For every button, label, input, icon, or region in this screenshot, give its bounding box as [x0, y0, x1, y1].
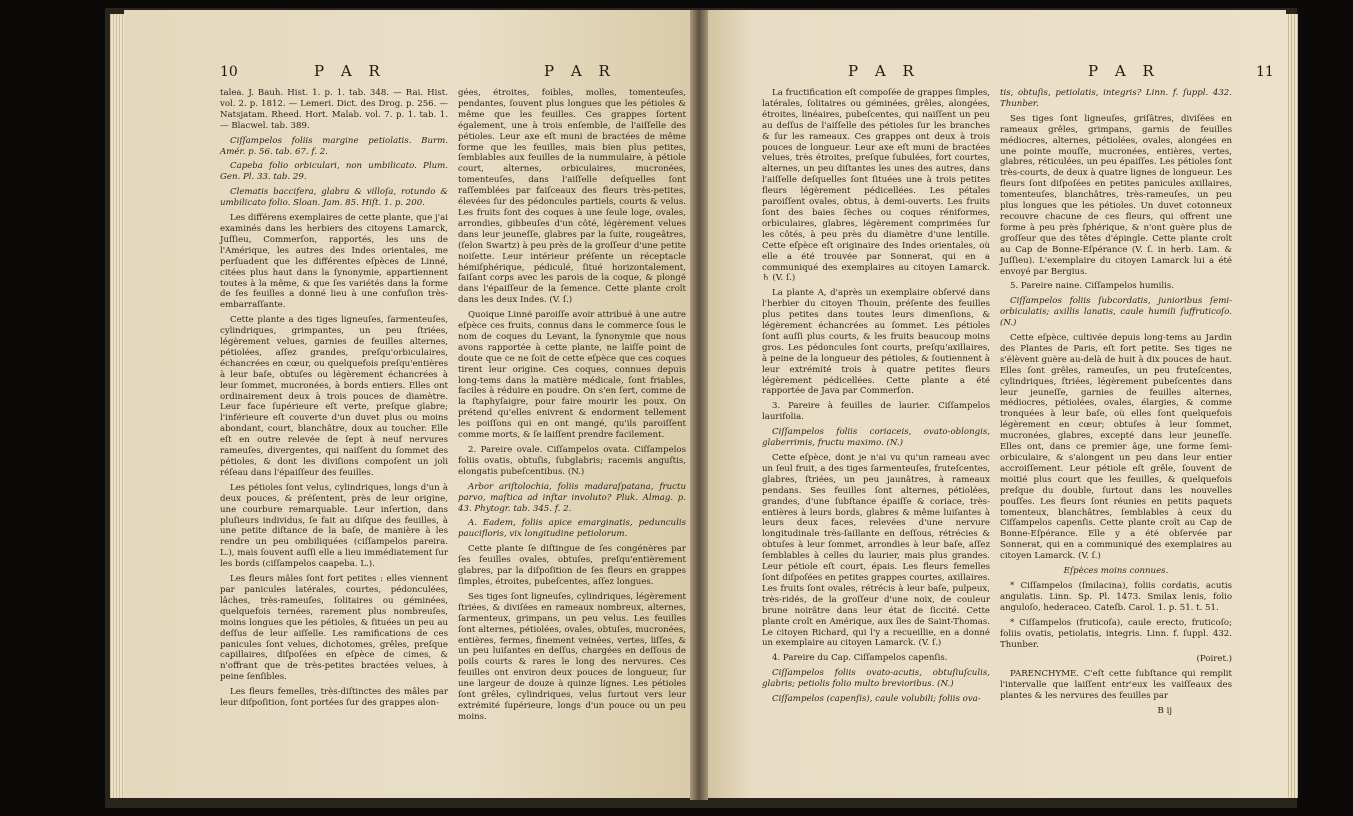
- paragraph: La fructification eſt compoſée de grappes ſimples, latérales, ſolitaires ou géminées, grêles, alongées, étroites, linéaires, pubeſcentes, qui naiſſent un peu au deſſus de l'aiſſelle des pétioles ſur les branches & ſur les rameaux. Ces grappes ont deux à trois pouces de longueur. Leur axe eſt muni de bractées velues, très étroites, preſque ſubulées, fort courtes, alternes, un peu diſtantes les unes des autres, dans l'aiſſelle deſquelles ſont ſituées une à trois petites fleurs légèrement pédicellées. Les pétales paroiſſent ovales, obtus, à demi-ouverts. Les fruits ſont des baies ſèches ou coques réniformes, orbiculaires, glabres, légèrement comprimées ſur les côtés, à peu près du diamètre d'une lentille. Cette eſpèce eſt originaire des Indes orientales, où elle a été trouvée par Sonnerat, qui en a communiqué des exemplaires au citoyen Lamarck. ♄ (V. ſ.): [762, 88, 990, 284]
- running-header-left: P A R: [314, 62, 386, 80]
- page-number-right: 11: [1256, 64, 1274, 80]
- book-gutter: [690, 10, 708, 800]
- paragraph: Cette eſpèce, cultivée depuis long-tems au Jardin des Plantes de Paris, eſt fort petite. Ses tiges ne s'élèvent guère au-delà de huit à dix pouces de haut. Elles ſont grêles, rameuſes, un peu fruteſcentes, cylindriques, ſtriées, légèrement pubeſcentes dans leur jeuneſſe, garnies de feuilles alternes, médiocres, pétiolées, ovales, élargies, & comme tronquées à leur baſe, où elles ſont quelquefois légèrement en cœur; obtuſes à leur ſommet, mucronées, glabres, excepté dans leur jeuneſſe. Elles ont, dans ce premier âge, une forme ſemi-orbiculaire, & s'alongent un peu dans leur entier accroiſſement. Leur pétiole eſt grêle, ſouvent de moitié plus court que les feuilles, & quelquefois preſque du double, ſurtout dans les nouvelles pouſſes. Les fleurs ſont réunies en petits paquets tomenteux, blanchâtres, ſemblables à ceux du Ciſſampelos capenſis. Cette plante croît au Cap de Bonne-Eſpérance. Elle y a été obſervée par Sonnerat, qui en a communiqué des exemplaires au citoyen Lamarck. (V. ſ.): [1000, 333, 1232, 562]
- paragraph: Ses tiges ſont ligneuſes, cylindriques, légèrement ſtriées, & diviſées en rameaux nombreux, alternes, ſarmenteux, grimpans, un peu velus. Les feuilles ſont alternes, pétiolées, ovales, obtuſes, mucronées, entières, fermes, finement veinées, vertes, liſſes, & un peu luiſantes en deſſus, chargées en deſſous de poils courts & rares le long des nervures. Ces feuilles ont environ deux pouces de longueur, ſur une largeur de douze à quinze lignes. Les pétioles ſont grêles, cylindriques, velus ſurtout vers leur extrémité ſupérieure, longs d'un pouce ou un peu moins.: [458, 591, 686, 722]
- paragraph: Cette plante a des tiges ligneuſes, ſarmenteuſes, cylindriques, grimpantes, un peu ſtriées, légèrement velues, garnies de feuilles alternes, pétiolées, aſſez grandes, preſqu'orbiculaires, échancrées en cœur, ou quelquefois preſqu'entières à leur baſe, obtuſes ou légèrement échancrées à leur ſommet, mucronées, à bords entiers. Elles ont ordinairement deux à trois pouces de diamètre. Leur face ſupérieure eſt verte, preſque glabre; l'inférieure eſt couverte d'un duvet plus ou moins abondant, court, blanchâtre, doux au toucher. Elle eſt en outre relevée de ſept à neuf nervures rameuſes, divergentes, qui naiſſent du ſommet des pétioles, & dont les diviſions compoſent un joli réſeau dans l'épaiſſeur des feuilles.: [220, 315, 448, 478]
- author-signature: (Poiret.): [1196, 654, 1232, 665]
- citation: tis, obtuſis, petiolatis, integris? Linn. f. ſuppl. 432. Thunber.: [1000, 88, 1232, 109]
- left-page: [124, 10, 690, 798]
- running-header-right: P A R: [1088, 62, 1160, 80]
- paragraph: La plante A, d'après un exemplaire obſervé dans l'herbier du citoyen Thouin, préſente des feuilles plus petites dans toutes leurs dimenſions, & légèrement échancrées au ſommet. Les pétioles ſont auſſi plus courts, & les fruits beaucoup moins gros. Les pédoncules ſont courts, preſqu'axillaires, à peine de la longueur des pétioles, & ſoutiennent à leur extrémité trois à quatre petites fleurs légèrement pédicellées. Cette plante a été rapportée de Java par Commerſon.: [762, 288, 990, 397]
- citation: * Ciſſampelos (fruticoſa), caule erecto, fruticoſo; foliis ovatis, petiolatis, integris. Linn. f. ſuppl. 432. Thunber.: [1000, 617, 1232, 650]
- paragraph: PARENCHYME. C'eſt cette ſubſtance qui remplit l'intervalle que laiſſent entr'eux les vaiſſeaux des plantes & les nervures des feuilles par: [1000, 669, 1232, 702]
- citation: Ciſſampelos foliis margine petiolatis. Burm. Amér. p. 56. tab. 67. f. 2.: [220, 135, 448, 157]
- running-header-right-col3: P A R: [848, 62, 920, 80]
- citation: Ciſſampelos (capenſis), caule volubili; foliis ova-: [772, 694, 981, 705]
- paragraph: Les fleurs femelles, très-diſtinctes des mâles par leur diſpoſition, ſont portées ſur des grappes alon-: [220, 687, 448, 709]
- citation: Ciſſampelos foliis ovato-acutis, obtuſiuſculis, glabris; petiolis folio multo brevioribus. (N.): [762, 668, 990, 690]
- column-1: [220, 88, 448, 713]
- paragraph: Ses tiges ſont ligneuſes, griſâtres, diviſées en rameaux grêles, grimpans, garnis de feuilles médiocres, alternes, pétiolées, ovales, alongées en une pointe mouſſe, mucronées, entières, vertes, glabres, réticulées, un peu épaiſſes. Les pétioles ſont très-courts, de deux à quatre lignes de longueur. Les fleurs ſont diſpoſées en petites panicules axillaires, tomenteuſes, blanchâtres, très-rameuſes, un peu plus longues que les pétioles. Un duvet cotonneux recouvre chacune de ces fleurs, qui offrent une forme à peu près ſphérique, & n'ont guère plus de groſſeur que des têtes d'épingle. Cette plante croît au Cap de Bonne-Eſpérance (V. ſ. in herb. Lam. & Juſſieu). L'exemplaire du citoyen Lamarck lui a été envoyé par Bergius.: [1000, 113, 1232, 277]
- paragraph: talea. J. Bauh. Hist. 1. p. 1. tab. 348. — Rai. Hist. vol. 2. p. 1812. — Lemeri. Dict. des Drog. p. 256. — Natsjatam. Rheed. Hort. Malab. vol. 7. p. 1. tab. 1. — Blacwel. tab. 389.: [220, 88, 448, 131]
- citation: * Ciſſampelos (ſmilacina), foliis cordatis, acutis angulatis. Linn. Sp. Pl. 1473. Smilax lenis, folio anguloſo, hederaceo. Cateſb. Carol. 1. p. 51. t. 51.: [1000, 580, 1232, 613]
- column-2: [458, 88, 686, 727]
- citation: Capeba folio orbiculari, non umbilicato. Plum. Gen. Pl. 33. tab. 29.: [220, 161, 448, 183]
- paragraph: Les fleurs mâles ſont fort petites : elles viennent par panicules latérales, courtes, pédonculées, lâches, très-rameuſes, ſolitaires ou géminées, quelquefois ternées, rarement plus nombreuſes, moins longues que les pétioles, & ſituées un peu au deſſus de leur aiſſelle. Les ramifications de ces panicules ſont velues, dichotomes, grêles, preſque capillaires, diſpoſées en eſpèce de cimes, & n'offrant que de très-petites bractées velues, à peine ſenſibles.: [220, 574, 448, 683]
- species-heading: 4. Pareire du Cap. Ciſſampelos capenſis.: [772, 653, 948, 664]
- page-number-left: 10: [220, 64, 238, 80]
- citation: A. Eadem, foliis apice emarginatis, pedunculis paucifloris, vix longitudine petiolorum.: [458, 518, 686, 540]
- paragraph: Cette plante ſe diſtingue de ſes congénères par ſes feuilles ovales, obtuſes, preſqu'entièrement glabres, par la diſpoſition de ſes fleurs en grappes ſimples, étroites, pubeſcentes, aſſez longues.: [458, 544, 686, 587]
- right-page-edges: [1286, 14, 1298, 798]
- paragraph: Les pétioles ſont velus, cylindriques, longs d'un à deux pouces, & préſentent, près de leur origine, une courbure remarquable. Leur inſertion, dans pluſieurs individus, ſe fait au diſque des feuilles, à une petite diſtance de la baſe, de manière à les rendre un peu ombiliquées (ciſſampelos pareira. L.), mais ſouvent auſſi elle a lieu immédiatement ſur les bords (ciſſampelos caapeba. L.).: [220, 482, 448, 570]
- citation: Arbor ariſtolochia, foliis madaraſpatana, fructu parvo, maſtica ad inſtar involuto? Pluk. Almag. p. 43. Phytogr. tab. 345. f. 2.: [458, 481, 686, 514]
- species-heading: 2. Pareire ovale. Ciſſampelos ovata. Ciſſampelos foliis ovatis, obtuſis, ſubglabris; racemis anguſtis, elongatis pubeſcentibus. (N.): [458, 445, 686, 477]
- paragraph: Les différens exemplaires de cette plante, que j'ai examinés dans les herbiers des citoyens Lamarck, Juſſieu, Commerſon, rapportés, les uns de l'Amérique, les autres des Indes orientales, me perſuadent que les différentes eſpèces de Linné, citées plus haut dans la ſynonymie, appartiennent toutes à la même, & que ſes variétés dans la forme de ſes feuilles a donné lieu à une confuſion très-embarraſſante.: [220, 213, 448, 311]
- paragraph: Cette eſpèce, dont je n'ai vu qu'un rameau avec un ſeul fruit, a des tiges ſarmenteuſes, fruteſcentes, glabres, ſtriées, un peu jaunâtres, à rameaux pendans. Ses feuilles ſont alternes, pétiolées, grandes, d'une ſubſtance épaiſſe & coriace, très-entières à leurs bords, glabres & même luiſantes à leurs deux faces, relevées d'une nervure longitudinale très-ſaillante en deſſous, rétrécies & obtuſes à leur ſommet, arrondies à leur baſe, aſſez ſemblables à celles du laurier, mais plus grandes. Leur pétiole eſt court, épais. Les fleurs femelles ſont diſpoſées en petites grappes courtes, axillaires. Les fruits ſont ovales, rétrécis à leur baſe, pulpeux, très-ridés, de la groſſeur d'une noix, de couleur brune noirâtre dans leur état de ſiccité. Cette plante croît en Amérique, aux îles de Saint-Thomas. Le citoyen Richard, qui l'y a recueillie, en a donné un exemplaire au citoyen Lamarck. (V. ſ.): [762, 453, 990, 649]
- signature-mark: B ij: [1157, 706, 1172, 717]
- left-page-edges: [110, 14, 124, 798]
- column-3: [762, 88, 990, 709]
- column-4: [1000, 88, 1232, 721]
- right-page: [708, 10, 1286, 798]
- species-heading: 3. Pareire à feuilles de laurier. Ciſſampelos laurifolia.: [762, 401, 990, 423]
- running-header-left-col2: P A R: [544, 62, 616, 80]
- citation: Ciſſampelos foliis coriaceis, ovato-oblongis, glaberrimis, fructu maximo. (N.): [762, 427, 990, 449]
- paragraph: Quoique Linné paroiſſe avoir attribué à une autre eſpèce ces fruits, connus dans le commerce ſous le nom de coques du Levant, la ſynonymie que nous avons rapportée à cette plante, ne laiſſe point de doute que ce ne ſoit de cette eſpèce que ces coques tirent leur origine. Ces coques, connues depuis long-tems dans la matière médicale, ſont friables, faciles à réduire en poudre. On s'en ſert, comme de la ſtaphyſaigre, pour faire mourir les poux. On prétend qu'elles enivrent & endorment tellement les poiſſons qui en ont mangé, qu'ils paroiſſent comme morts, & ſe laiſſent prendre facilement.: [458, 310, 686, 441]
- section-heading: Eſpèces moins connues.: [1063, 566, 1169, 577]
- paragraph: gées, étroites, foibles, molles, tomenteuſes, pendantes, ſouvent plus longues que les pétioles & même que les feuilles. Ces grappes ſortent également, une à trois enſemble, de l'aiſſelle des pétioles. Leur axe eſt muni de bractées de même forme que les feuilles, mais bien plus petites, ſemblables aux feuilles de la nummulaire, à pétiole court, alternes, orbiculaires, mucronées, tomenteuſes, dans l'aiſſelle deſquelles ſont raſſemblées par faiſceaux des fleurs très-petites, élevées ſur des pédoncules partiels, courts & velus. Les fruits ſont des coques à une ſeule loge, ovales, arrondies, gibbeuſes d'un côté, légèrement velues dans leur jeuneſſe, glabres par la ſuite, rougeâtres, (ſelon Swartz) à peu près de la groſſeur d'une petite noiſette. Leur intérieur préſente un réceptacle hémiſphérique, pédiculé, ſitué horizontalement, faiſant corps avec les parois de la coque, & plongé dans l'épaiſſeur de la ſemence. Cette plante croît dans les deux Indes. (V. ſ.): [458, 88, 686, 306]
- species-heading: 5. Pareire naine. Ciſſampelos humilis.: [1010, 281, 1175, 292]
- citation: Clematis baccifera, glabra & villoſa, rotundo & umbilicato folio. Sloan. Jam. 85. Hiſt. 1. p. 200.: [220, 187, 448, 209]
- citation: Ciſſampelos foliis ſubcordatis, junioribus ſemi-orbiculatis; axillis lanatis, caule humili ſuffruticoſo. (N.): [1000, 296, 1232, 329]
